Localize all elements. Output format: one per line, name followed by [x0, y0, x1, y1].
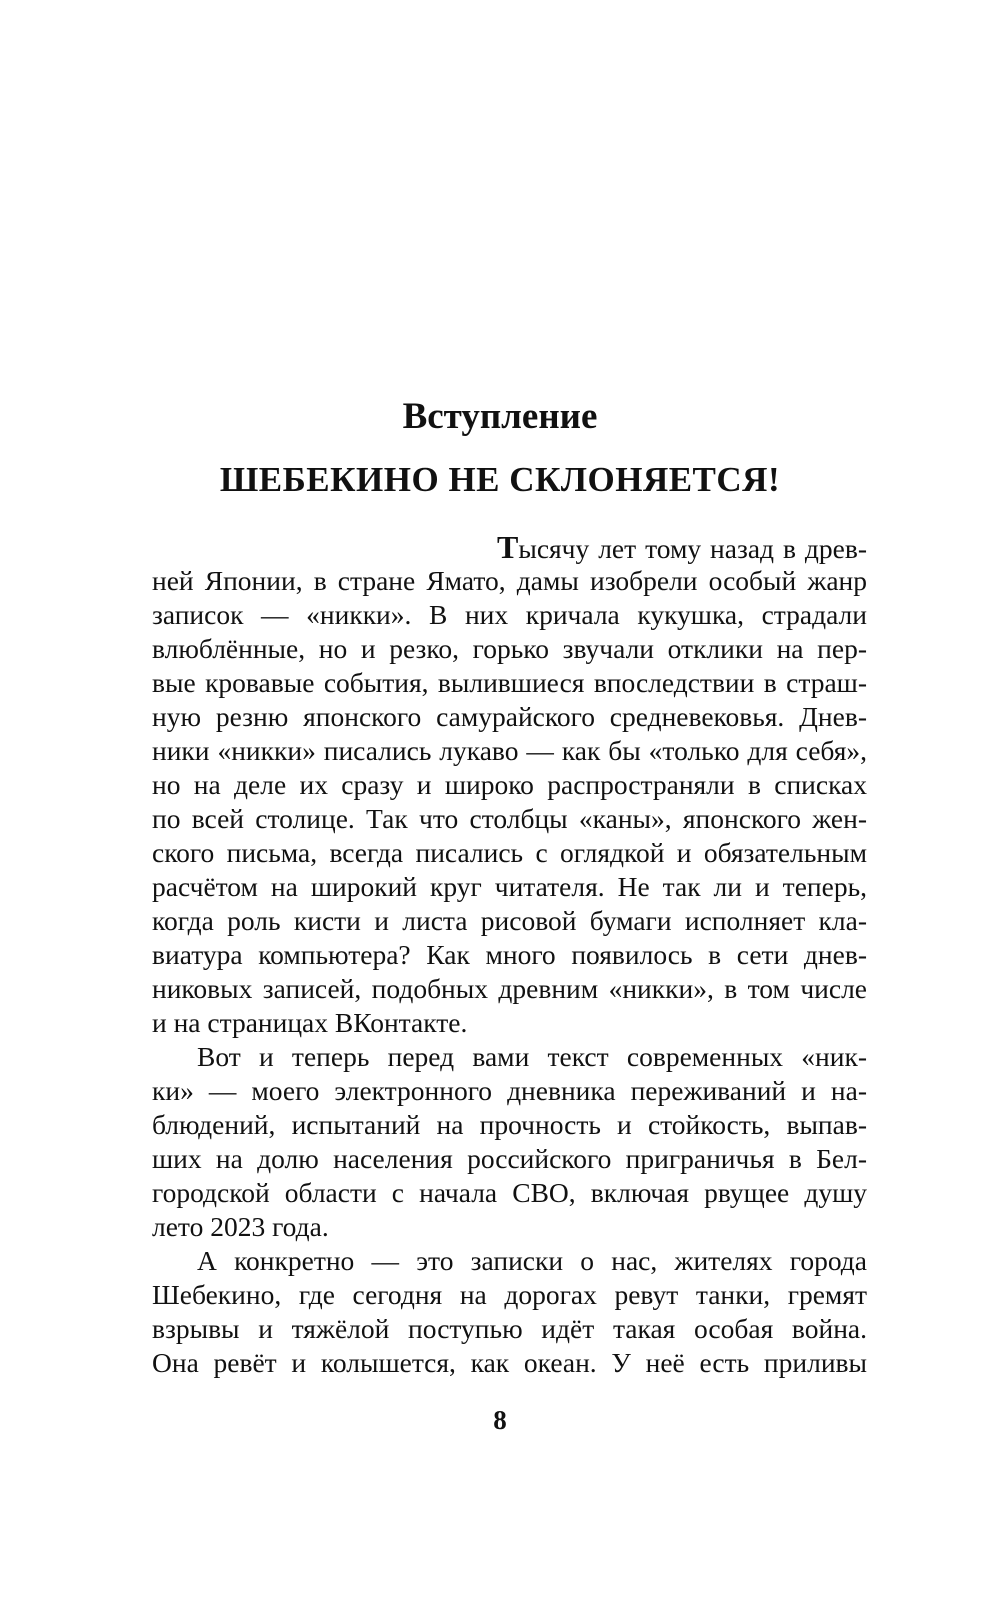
- body-text: [152, 530, 867, 1380]
- text-line: Она ревёт и колышется, как океан. У неё есть приливы: [152, 1347, 867, 1378]
- text-line: и на страницах ВКонтакте.: [152, 1007, 468, 1038]
- text-line: Шебекино, где сегодня на дорогах ревут танки, гремят: [152, 1279, 867, 1310]
- text-line: влюблённые, но и резко, горько звучали отклики на пер-: [152, 633, 867, 664]
- text-line: ки» — моего электронного дневника переживаний и на-: [152, 1075, 867, 1106]
- text-line: расчётом на широкий круг читателя. Не так ли и теперь,: [152, 871, 867, 902]
- text-line: ную резню японского самурайского средневековья. Днев-: [152, 701, 867, 732]
- text-line: Вот и теперь перед вами текст современных «ник-: [197, 1041, 867, 1072]
- text-line: взрывы и тяжёлой поступью идёт такая особая война.: [152, 1313, 867, 1344]
- text-line: Тысячу лет тому назад в древ-: [497, 529, 867, 565]
- text-line: ших на долю населения российского приграничья в Бел-: [152, 1143, 867, 1174]
- chapter-label: Вступление: [402, 396, 598, 437]
- text-line: городской области с начала СВО, включая рвущее душу: [152, 1177, 867, 1208]
- page-number: 8: [493, 1405, 507, 1435]
- text-line: лето 2023 года.: [152, 1211, 329, 1242]
- text-line: ней Японии, в стране Ямато, дамы изобрели особый жанр: [152, 565, 867, 596]
- text-line: вые кровавые события, вылившиеся впоследствии в страш-: [152, 667, 867, 698]
- text-line: никовых записей, подобных древним «никки», в том числе: [152, 973, 867, 1004]
- text-line: по всей столице. Так что столбцы «каны», японского жен-: [152, 803, 867, 834]
- drop-cap: Т: [497, 529, 519, 565]
- text-line: но на деле их сразу и широко распространяли в списках: [152, 769, 867, 800]
- text-line: виатура компьютера? Как много появилось в сети днев-: [152, 939, 867, 970]
- text-line: блюдений, испытаний на прочность и стойкость, выпав-: [152, 1109, 867, 1140]
- text-line: ники «никки» писались лукаво — как бы «только для себя»,: [152, 735, 867, 766]
- chapter-title: ШЕБЕКИНО НЕ СКЛОНЯЕТСЯ!: [219, 460, 781, 499]
- text-line: А конкретно — это записки о нас, жителях города: [197, 1245, 867, 1276]
- text-line: записок — «никки». В них кричала кукушка, страдали: [152, 599, 867, 630]
- text-line: ского письма, всегда писались с оглядкой и обязательным: [152, 837, 867, 868]
- text-line: когда роль кисти и листа рисовой бумаги исполняет кла-: [152, 905, 867, 936]
